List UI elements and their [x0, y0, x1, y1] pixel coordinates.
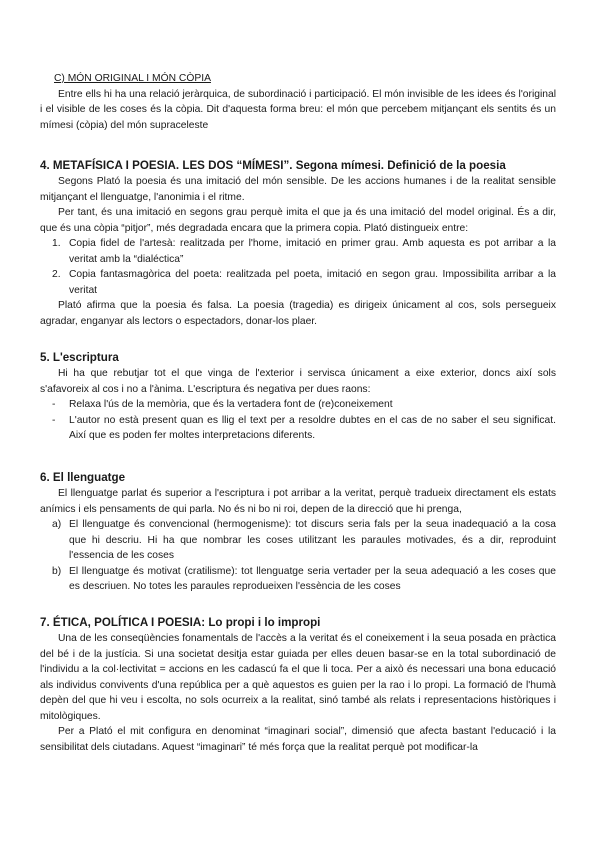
section-5-paragraph-1: Hi ha que rebutjar tot el que vinga de l'exterior i servisca únicament a eixe exterior, doncs així sols s'afavoreix al cos i no a l'ànima. L'escriptura és negativa per dues raons: [40, 368, 556, 395]
section-6-paragraph-1: El llenguatge parlat és superior a l'escriptura i pot arribar a la veritat, perquè tradueix directament els estats anímics i els pensaments de qui parla. No és ni bo ni roi, depen de la direcció que hi prenga, [40, 488, 556, 515]
section-4-paragraph-1: Segons Plató la poesia és una imitació del món sensible. De les accions humanes i de la realitat sensible mitjançant el llenguatge, l'anonimia i el ritme. [40, 176, 556, 203]
list-marker: - [52, 399, 56, 410]
list-item [40, 564, 556, 595]
list-item-text: El llenguatge és motivat (cratilisme): tot llenguatge seria vertader per la seua adequació a les coses que es descriuen. No totes les paraules reprodueixen l'essència de les coses [69, 565, 556, 592]
section-c-heading-text: C) MÓN ORIGINAL I MÓN CÒPIA [54, 73, 211, 84]
section-7-heading: 7. ÉTICA, POLÍTICA I POESIA: Lo propi i lo impropi [40, 616, 321, 629]
list-item [40, 517, 556, 564]
section-4-paragraph-2: Per tant, és una imitació en segons grau perquè imita el que ja és una imitació del model original. És a dir, que és una còpia “pitjor”, més degradada encara que la primera copia. Plató distingueix entre: [40, 207, 556, 234]
list-marker: b) [52, 565, 62, 577]
list-item [40, 267, 556, 298]
list-marker: 2. [52, 269, 61, 280]
section-6-heading: 6. El llenguatge [40, 471, 126, 484]
section-7 [40, 615, 556, 755]
list-item [40, 236, 556, 267]
section-4-heading: 4. METAFÍSICA I POESIA. LES DOS “MÍMESI”. Segona mímesi. Definició de la poesia [40, 159, 506, 172]
list-item-text: Copia fantasmagòrica del poeta: realitzada pel poeta, imitació en segon grau. Impossibilita arribar a la veritat [69, 269, 556, 296]
list-marker: 1. [52, 238, 61, 249]
section-c [40, 71, 556, 133]
section-7-paragraph-1: Una de les conseqüències fonamentals de l'accès a la veritat és el coneixement i la seua posada en pràctica del bé i de la justícia. Si una societat desitja estar guiada per elles deuen basar-se en la total subordinació de l'individu a la col·lectivitat = accions en les cadascú fa el que li toca. Per a això és necessari una bona educació als individus convivents d'una república per a què aquestos es guien per la rao i lo propi. La formació de l'humà depèn del que hi veu i escolta, no sols ocurreix a la realitat, sinó també als relats i representacions històriques i mitològiques. [40, 633, 556, 722]
section-4 [40, 158, 556, 329]
list-item-text: El llenguatge és convencional (hermogenisme): tot discurs seria fals per la seua inadequació a la cosa que hi descriu. Hi ha que nombrar les coses utilitzant les paraules motivades, és a dir, reproduint l'essencia de les coses [69, 519, 556, 561]
section-7-paragraph-2: Per a Plató el mit configura en denominat “imaginari social”, dimensió que afecta bastant l'educació i la sensibilitat dels ciutadans. Aquest “imaginari” té més força que la realitat perquè pot modificar-la [40, 726, 556, 753]
section-6 [40, 470, 556, 595]
list-item-text: Copia fidel de l'artesà: realitzada per l'home, imitació en primer grau. Amb aquesta es pot arribar a la veritat amb la “dialéctica” [69, 238, 556, 265]
list-item [40, 413, 556, 444]
section-5-heading: 5. L'escriptura [40, 351, 119, 364]
section-4-list [40, 236, 556, 298]
list-item-text: Relaxa l'ús de la memòria, que és la vertadera font de (re)coneixement [69, 399, 393, 410]
list-item-text: L'autor no està present quan es llig el text per a resoldre dubtes en el cas de no saber el seu significat. Així que es poden fer moltes interpretacions diferents. [69, 414, 556, 441]
section-5-list [40, 397, 556, 444]
section-c-heading [40, 71, 556, 87]
section-6-list [40, 517, 556, 595]
list-marker: - [52, 414, 56, 426]
section-c-paragraph: Entre ells hi ha una relació jeràrquica, de subordinació i participació. El món invisible de les idees és l'original i el visible de les coses és la còpia. Dit d'aquesta forma breu: el món que percebem mitjançant els sentits és un mímesi (còpia) del món supraceleste [40, 88, 556, 131]
section-4-paragraph-3: Plató afirma que la poesia és falsa. La poesia (tragedia) es dirigeix únicament al cos, sols persegueix agradar, enganyar als lectors o espectadors, donar-los plaer. [40, 300, 556, 327]
list-item [40, 397, 556, 413]
list-marker: a) [52, 519, 62, 530]
section-5 [40, 350, 556, 444]
